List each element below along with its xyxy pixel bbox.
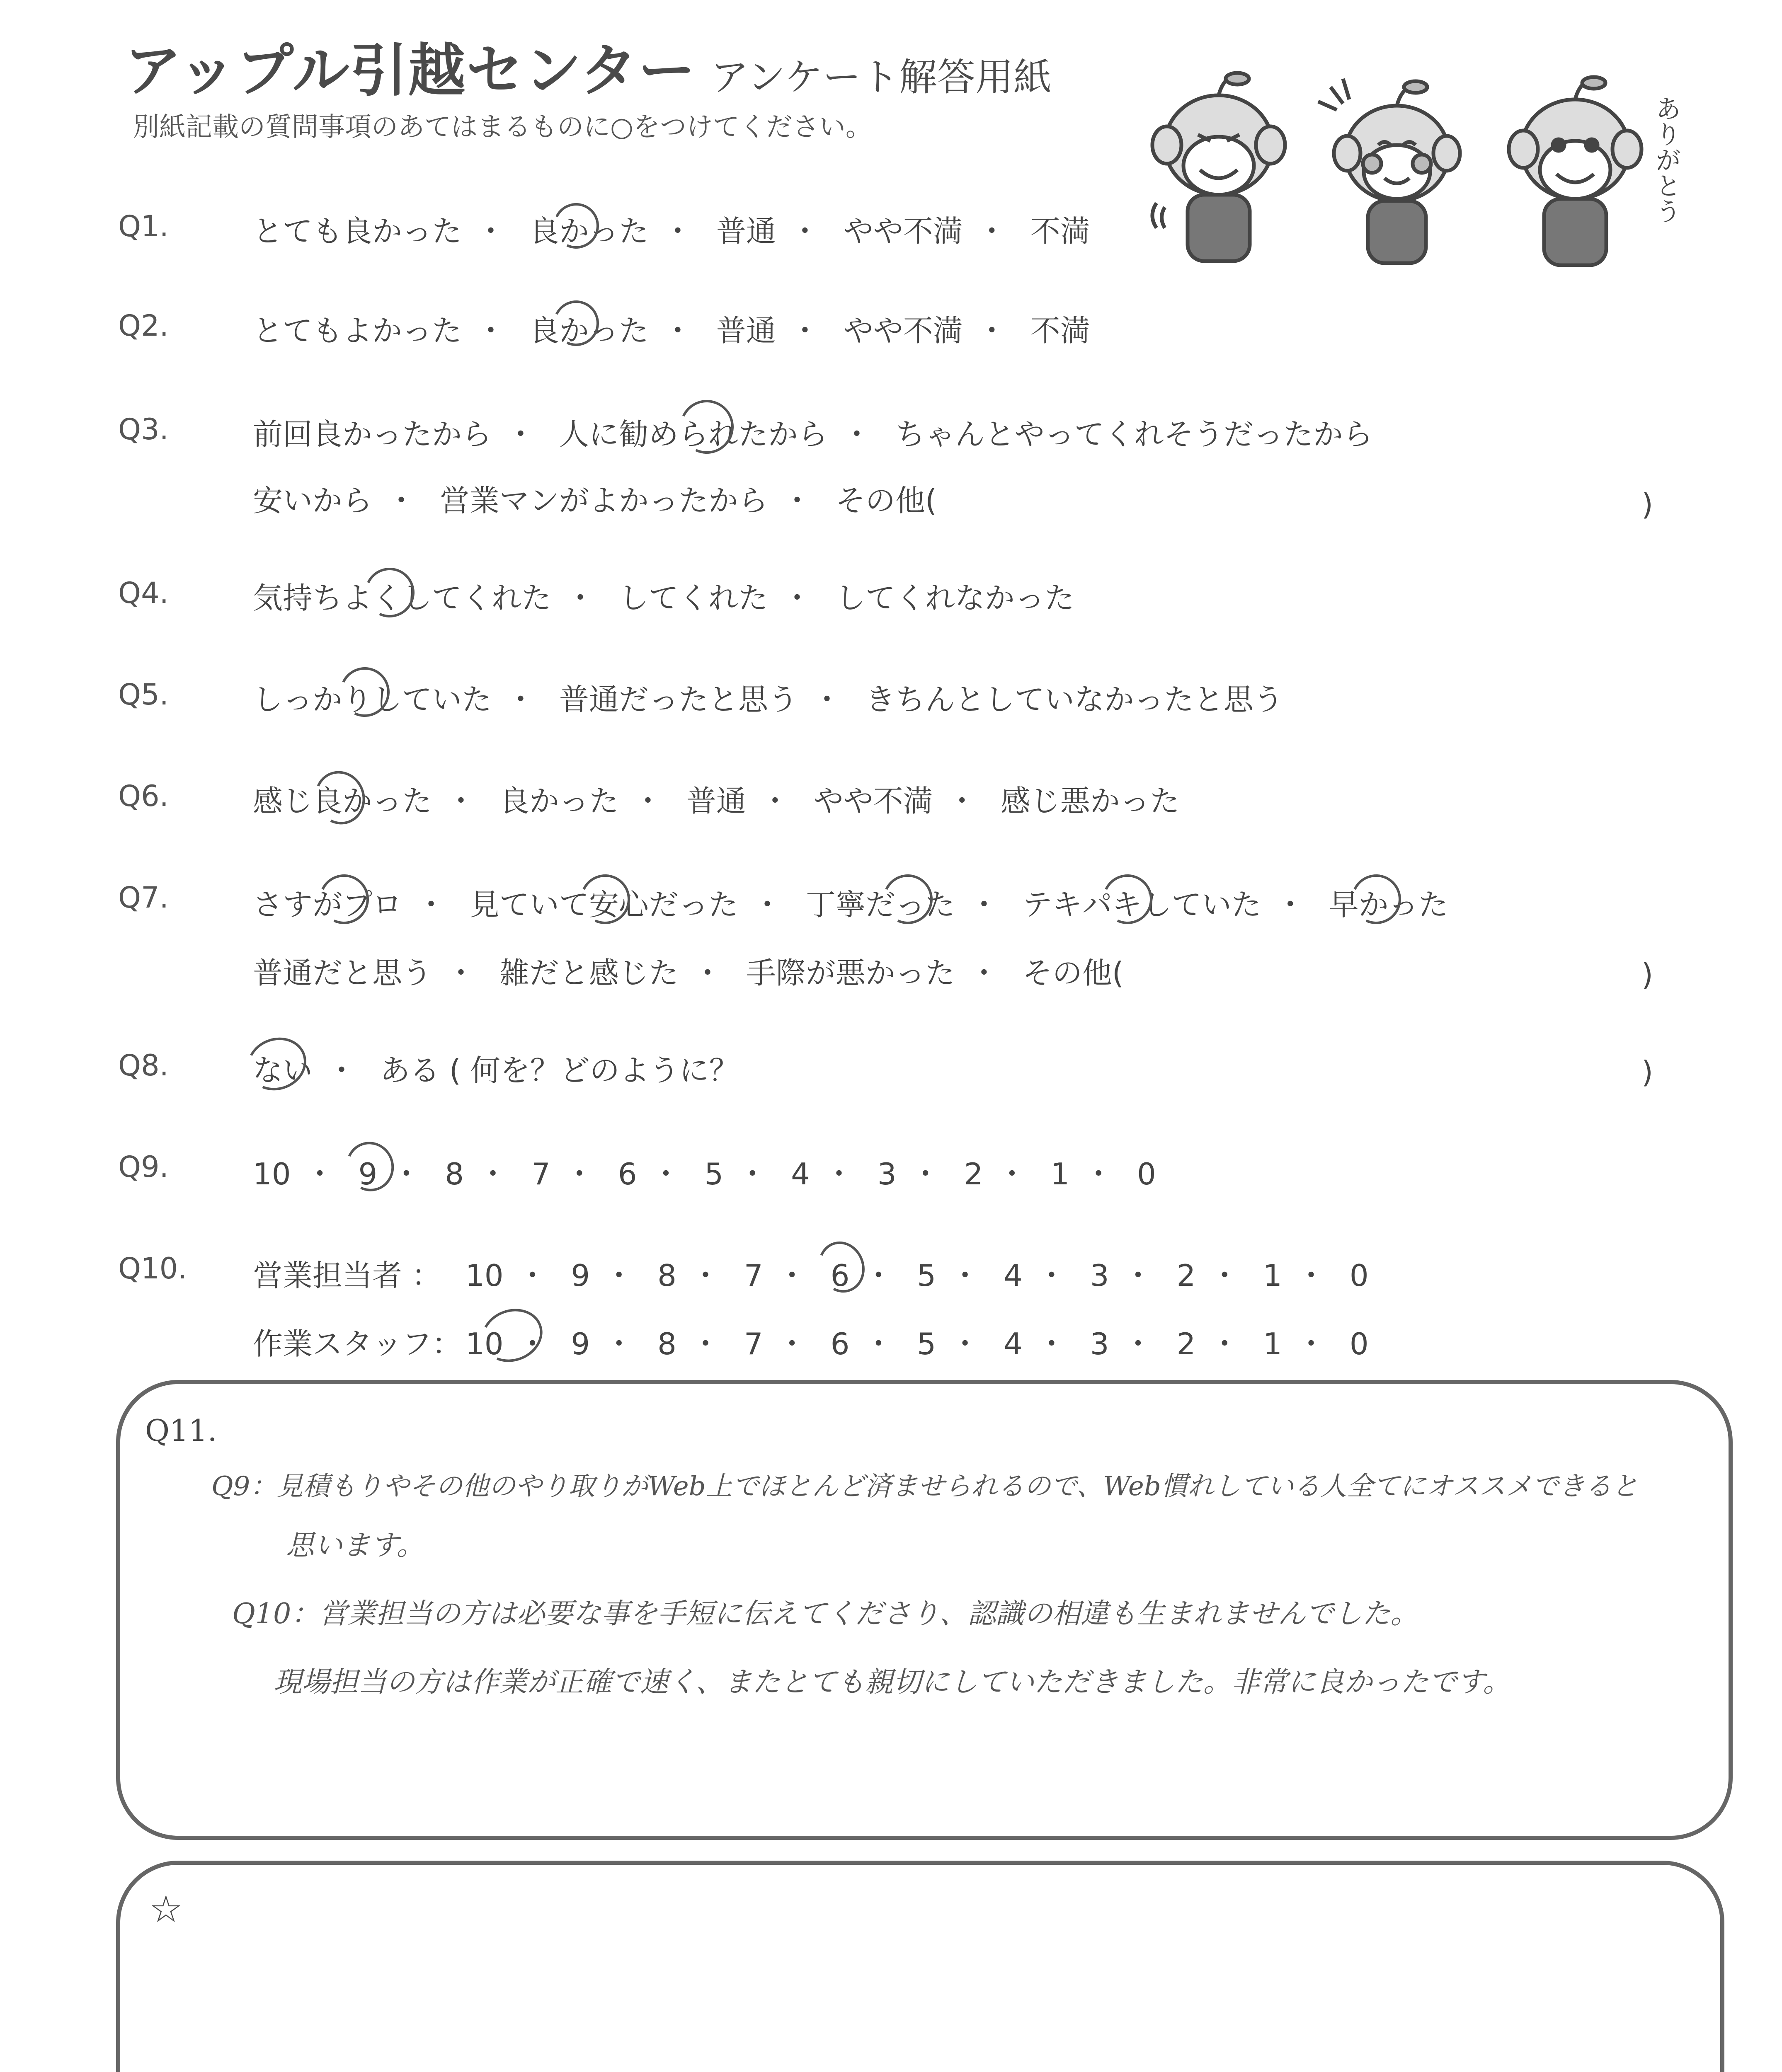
q3-option[interactable]: 営業マンがよかったから	[439, 483, 768, 518]
instruction-text: 別紙記載の質問事項のあてはまるものに○をつけてください。	[133, 112, 872, 143]
q9-score[interactable]: 10	[253, 1157, 291, 1191]
q1-option[interactable]: とても良かった	[253, 214, 462, 249]
q7-options-line1: さすがプロ ・ 見ていて安心だった ・ 丁寧だった ・ テキパキしていた ・ 早かった	[253, 887, 1448, 922]
q5-option[interactable]: きちんとしていなかったと思う	[865, 682, 1283, 717]
q3-option[interactable]: 前回良かったから	[253, 417, 492, 452]
monkey-mascot-icon	[1152, 73, 1285, 261]
q10-staff-score[interactable]: 6	[830, 1326, 850, 1361]
q1-number: Q1.	[118, 209, 169, 243]
q11-handwritten-line: Q10：営業担当の方は必要な事を手短に伝えてくださり、認識の相違も生まれませんでした。	[232, 1598, 1419, 1630]
q10-sales-score[interactable]: 6	[830, 1258, 850, 1293]
q9-score[interactable]: 2	[964, 1157, 983, 1191]
q11-comment-box[interactable]	[116, 1380, 1733, 1840]
q6-option[interactable]: 感じ良かった	[253, 784, 432, 818]
q10-sales-scale: 営業担当者 ： 10 ・ 9 ・ 8 ・ 7 ・ 6 ・ 5 ・ 4 ・ 3 ・ 2 ・ 1 ・ 0	[253, 1251, 1369, 1295]
q4-option[interactable]: してくれた	[618, 581, 768, 615]
q10-sales-score[interactable]: 10	[465, 1258, 504, 1293]
additional-comment-box[interactable]	[116, 1861, 1724, 2072]
q6-option[interactable]: 普通	[686, 784, 746, 818]
q7-option[interactable]: 普通だと思う	[253, 956, 432, 990]
q2-option[interactable]: 不満	[1030, 313, 1090, 348]
q10-sales-score[interactable]: 5	[917, 1258, 936, 1293]
q11-handwritten-line: 思います。	[286, 1529, 425, 1562]
q7-number: Q7.	[118, 881, 169, 915]
q6-option[interactable]: 感じ悪かった	[1000, 784, 1180, 818]
q9-score[interactable]: 9	[358, 1157, 378, 1191]
q9-score[interactable]: 1	[1050, 1157, 1070, 1191]
q10-staff-score[interactable]: 10	[465, 1326, 504, 1361]
q7-option[interactable]: 丁寧だった	[805, 887, 955, 922]
q9-score[interactable]: 8	[445, 1157, 464, 1191]
mascot-thanks-text: ありがとう	[1651, 95, 1682, 224]
q4-option[interactable]: 気持ちよくしてくれた	[253, 581, 552, 615]
q11-label: Q11.	[145, 1413, 217, 1448]
q9-number: Q9.	[118, 1150, 169, 1184]
q9-score[interactable]: 6	[618, 1157, 637, 1191]
monkey-mascots-illustration	[1148, 62, 1720, 278]
q10-sales-score[interactable]: 4	[1004, 1258, 1023, 1293]
q7-option[interactable]: 早かった	[1329, 887, 1448, 922]
q6-options: 感じ良かった ・ 良かった ・ 普通 ・ やや不満 ・ 感じ悪かった	[253, 784, 1180, 818]
q10-staff-score[interactable]: 1	[1263, 1326, 1282, 1361]
monkey-mascot-icon	[1318, 79, 1460, 263]
q7-option[interactable]: 見ていて安心だった	[469, 887, 738, 922]
q5-options: しっかりしていた ・ 普通だったと思う ・ きちんとしていなかったと思う	[253, 682, 1283, 717]
q7-option[interactable]: さすがプロ	[253, 887, 402, 922]
q10-staff-score[interactable]: 5	[917, 1326, 936, 1361]
q10-sales-score[interactable]: 2	[1176, 1258, 1196, 1293]
q7-close-paren: )	[1641, 957, 1654, 992]
monkey-mascot-icon	[1509, 77, 1641, 265]
q6-option[interactable]: やや不満	[813, 784, 933, 818]
q10-sales-score[interactable]: 1	[1263, 1258, 1282, 1293]
q10-staff-score[interactable]: 9	[571, 1326, 590, 1361]
q10-staff-score[interactable]: 8	[657, 1326, 676, 1361]
q2-option[interactable]: やや不満	[843, 313, 963, 348]
q1-option[interactable]: 良かった	[529, 214, 649, 249]
q8-number: Q8.	[118, 1048, 169, 1082]
q8-option[interactable]: ある ( 何を？どのように？	[380, 1053, 739, 1088]
q7-other-option[interactable]: その他(	[1022, 956, 1124, 990]
q9-score[interactable]: 4	[791, 1157, 810, 1191]
q2-option[interactable]: 普通	[716, 313, 776, 348]
form-subtitle: アンケート解答用紙	[710, 55, 1052, 99]
star-icon: ☆	[149, 1888, 183, 1931]
q3-options-line1: 前回良かったから ・ 人に勧められたから ・ ちゃんとやってくれそうだったから	[253, 417, 1373, 452]
q3-number: Q3.	[118, 412, 169, 446]
q9-score[interactable]: 3	[877, 1157, 897, 1191]
q10-staff-score[interactable]: 7	[744, 1326, 763, 1361]
q11-handwritten-line: 現場担当の方は作業が正確で速く、またとても親切にしていただきました。非常に良かったです。	[274, 1666, 1511, 1699]
q10-sales-score[interactable]: 3	[1090, 1258, 1109, 1293]
q10-sales-score[interactable]: 0	[1349, 1258, 1369, 1293]
q11-handwritten-line: Q9：見積もりやその他のやり取りがWeb上でほとんど済ませられるので、Web慣れしている人全てにオススメできると	[211, 1471, 1639, 1502]
q1-option[interactable]: 普通	[716, 214, 776, 249]
q10-staff-scale: 作業スタッフ： 10 ・ 9 ・ 8 ・ 7 ・ 6 ・ 5 ・ 4 ・ 3 ・ 2 ・ 1 ・ 0	[253, 1320, 1369, 1363]
q10-sales-score[interactable]: 9	[571, 1258, 590, 1293]
q8-close-paren: )	[1641, 1055, 1654, 1089]
q10-staff-score[interactable]: 3	[1090, 1326, 1109, 1361]
q1-option[interactable]: やや不満	[843, 214, 963, 249]
q3-option[interactable]: 人に勧められたから	[559, 417, 828, 452]
q8-options: ない ・ ある ( 何を？どのように？	[253, 1053, 739, 1088]
q2-option[interactable]: とてもよかった	[253, 313, 462, 348]
q6-number: Q6.	[118, 779, 169, 813]
q10-staff-score[interactable]: 2	[1176, 1326, 1196, 1361]
q5-option[interactable]: しっかりしていた	[253, 682, 492, 717]
q2-option[interactable]: 良かった	[529, 313, 649, 348]
q3-options-line2: 安いから ・ 営業マンがよかったから ・ その他(	[253, 483, 937, 518]
q9-score[interactable]: 7	[531, 1157, 550, 1191]
q2-options: とてもよかった ・ 良かった ・ 普通 ・ やや不満 ・ 不満	[253, 313, 1090, 348]
q10-sales-score[interactable]: 7	[744, 1258, 763, 1293]
q5-option[interactable]: 普通だったと思う	[559, 682, 798, 717]
q4-option[interactable]: してくれなかった	[835, 581, 1074, 615]
q9-scale: 10 ・ 9 ・ 8 ・ 7 ・ 6 ・ 5 ・ 4 ・ 3 ・ 2 ・ 1 ・ 0	[253, 1157, 1156, 1191]
q6-answer-circle	[307, 764, 372, 831]
q3-close-paren: )	[1641, 487, 1654, 522]
q9-score[interactable]: 0	[1137, 1157, 1156, 1191]
form-header	[124, 25, 1052, 107]
q3-option[interactable]: 安いから	[253, 483, 373, 518]
q7-option[interactable]: 雑だと感じた	[499, 956, 679, 990]
q10-staff-score[interactable]: 0	[1349, 1326, 1369, 1361]
q8-option[interactable]: ない	[253, 1053, 313, 1088]
q7-option[interactable]: テキパキしていた	[1022, 887, 1261, 922]
q3-other-option[interactable]: その他(	[835, 483, 937, 518]
q5-number: Q5.	[118, 678, 169, 712]
brand-title: アップル引越センター	[124, 37, 696, 104]
q10-sales-score[interactable]: 8	[657, 1258, 676, 1293]
q1-options: とても良かった ・ 良かった ・ 普通 ・ やや不満 ・ 不満	[253, 214, 1090, 249]
q10-number: Q10.	[118, 1251, 187, 1285]
q1-option[interactable]: 不満	[1030, 214, 1090, 249]
q3-option[interactable]: ちゃんとやってくれそうだったから	[895, 417, 1373, 452]
q7-options-line2: 普通だと思う ・ 雑だと感じた ・ 手際が悪かった ・ その他(	[253, 956, 1124, 990]
q4-number: Q4.	[118, 576, 169, 610]
q6-option[interactable]: 良かった	[499, 784, 619, 818]
q4-options: 気持ちよくしてくれた ・ してくれた ・ してくれなかった	[253, 581, 1074, 615]
q7-option[interactable]: 手際が悪かった	[746, 956, 955, 990]
q10-staff-label: 作業スタッフ：	[253, 1326, 462, 1361]
q2-number: Q2.	[118, 309, 169, 343]
q10-sales-label: 営業担当者 ：	[253, 1258, 441, 1293]
q9-score[interactable]: 5	[704, 1157, 724, 1191]
q10-staff-score[interactable]: 4	[1004, 1326, 1023, 1361]
